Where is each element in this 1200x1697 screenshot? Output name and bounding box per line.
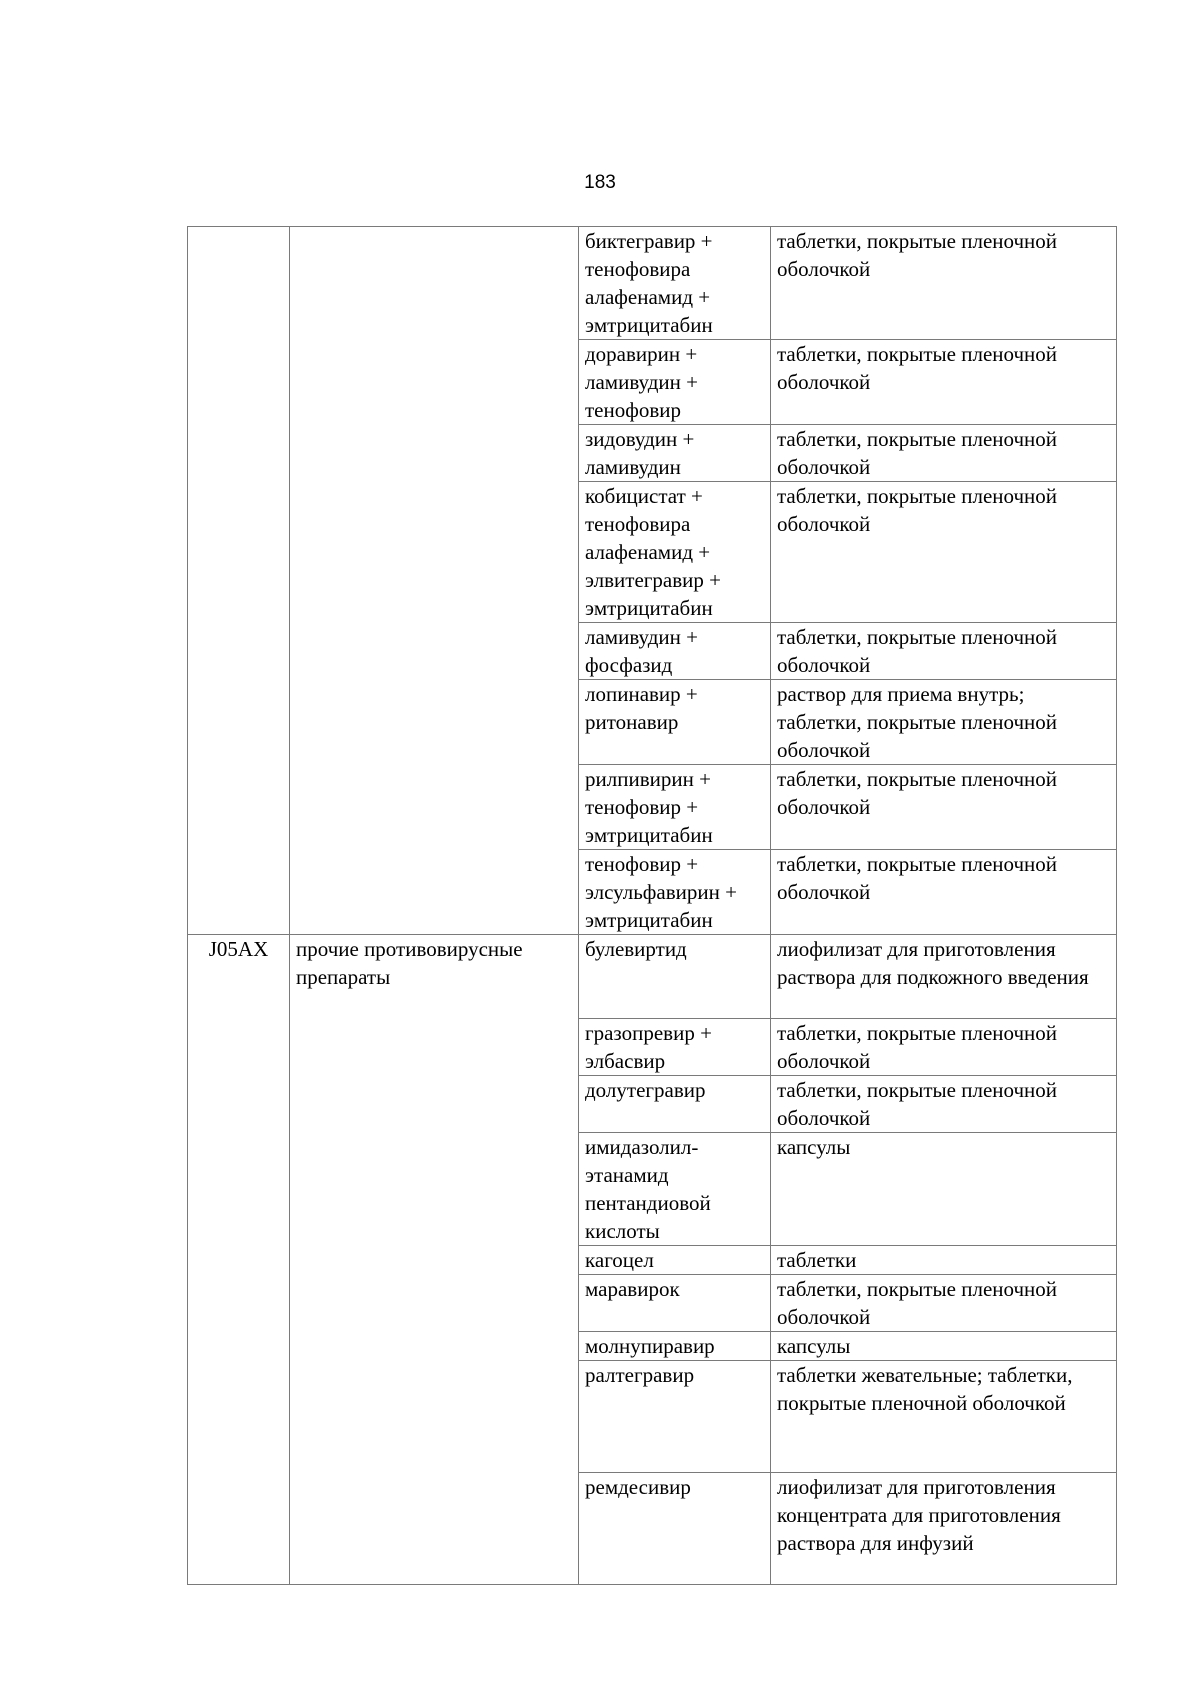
dosage-form-cell: таблетки, покрытые пленочной оболочкой bbox=[771, 765, 1117, 850]
drug-name-cell: маравирок bbox=[579, 1275, 771, 1332]
atc-group-name-cell bbox=[290, 227, 579, 935]
drug-table bbox=[187, 226, 1117, 1585]
dosage-form-cell: таблетки, покрытые пленочной оболочкой bbox=[771, 623, 1117, 680]
dosage-form-cell: таблетки, покрытые пленочной оболочкой bbox=[771, 850, 1117, 935]
drug-name-cell: доравирин + ламивудин + тенофовир bbox=[579, 340, 771, 425]
atc-group-name-cell: прочие противовирусные препараты bbox=[290, 935, 579, 1585]
page-number: 183 bbox=[584, 172, 616, 193]
drug-name-cell: молнупиравир bbox=[579, 1332, 771, 1361]
drug-name-cell: кобицистат + тенофовира алафенамид + элвитегравир + эмтрицитабин bbox=[579, 482, 771, 623]
dosage-form-cell: таблетки bbox=[771, 1246, 1117, 1275]
dosage-form-cell: таблетки, покрытые пленочной оболочкой bbox=[771, 425, 1117, 482]
drug-name-cell: ралтегравир bbox=[579, 1361, 771, 1473]
drug-name-cell: лопинавир + ритонавир bbox=[579, 680, 771, 765]
table-row bbox=[188, 227, 1117, 340]
dosage-form-cell: таблетки, покрытые пленочной оболочкой bbox=[771, 1076, 1117, 1133]
drug-name-cell: тенофовир + элсульфавирин + эмтрицитабин bbox=[579, 850, 771, 935]
table-row bbox=[188, 935, 1117, 1019]
drug-name-cell: имидазолил-этанамид пентандиовой кислоты bbox=[579, 1133, 771, 1246]
drug-name-cell: зидовудин + ламивудин bbox=[579, 425, 771, 482]
dosage-form-cell: раствор для приема внутрь; таблетки, покрытые пленочной оболочкой bbox=[771, 680, 1117, 765]
dosage-form-cell: таблетки, покрытые пленочной оболочкой bbox=[771, 227, 1117, 340]
dosage-form-cell: лиофилизат для приготовления раствора для подкожного введения bbox=[771, 935, 1117, 1019]
dosage-form-cell: таблетки, покрытые пленочной оболочкой bbox=[771, 1275, 1117, 1332]
dosage-form-cell: таблетки, покрытые пленочной оболочкой bbox=[771, 482, 1117, 623]
drug-name-cell: гразопревир + элбасвир bbox=[579, 1019, 771, 1076]
dosage-form-cell: капсулы bbox=[771, 1332, 1117, 1361]
dosage-form-cell: таблетки, покрытые пленочной оболочкой bbox=[771, 340, 1117, 425]
drug-name-cell: рилпивирин + тенофовир + эмтрицитабин bbox=[579, 765, 771, 850]
drug-name-cell: булевиртид bbox=[579, 935, 771, 1019]
dosage-form-cell: таблетки, покрытые пленочной оболочкой bbox=[771, 1019, 1117, 1076]
drug-name-cell: долутегравир bbox=[579, 1076, 771, 1133]
dosage-form-cell: таблетки жевательные; таблетки, покрытые пленочной оболочкой bbox=[771, 1361, 1117, 1473]
atc-code-cell: J05AX bbox=[188, 935, 290, 1585]
dosage-form-cell: капсулы bbox=[771, 1133, 1117, 1246]
drug-name-cell: ремдесивир bbox=[579, 1473, 771, 1585]
atc-code-cell bbox=[188, 227, 290, 935]
drug-name-cell: кагоцел bbox=[579, 1246, 771, 1275]
dosage-form-cell: лиофилизат для приготовления концентрата для приготовления раствора для инфузий bbox=[771, 1473, 1117, 1585]
drug-name-cell: биктегравир + тенофовира алафенамид + эмтрицитабин bbox=[579, 227, 771, 340]
drug-name-cell: ламивудин + фосфазид bbox=[579, 623, 771, 680]
